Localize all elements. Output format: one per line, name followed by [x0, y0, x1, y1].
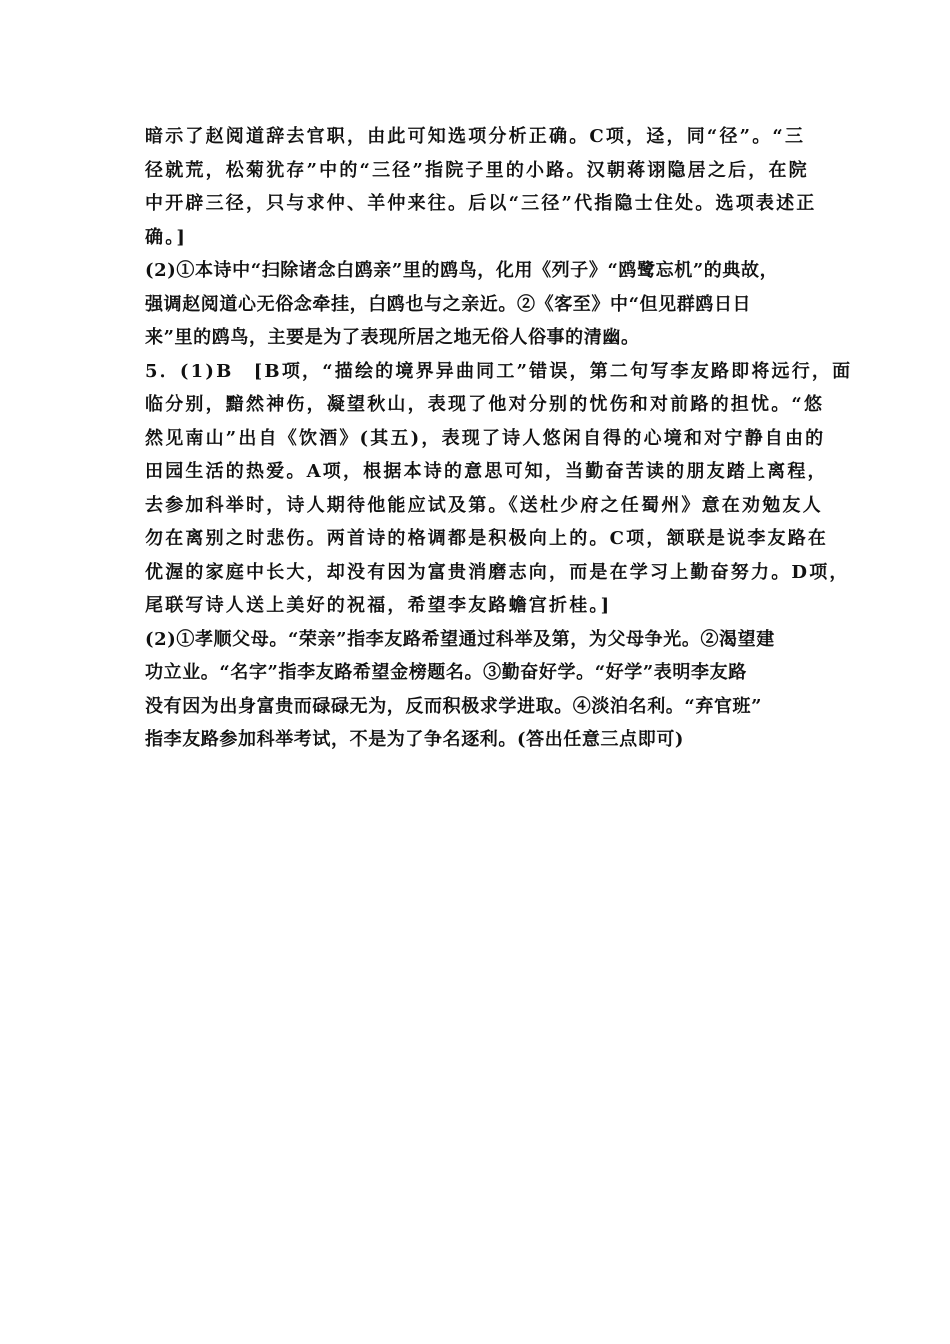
text-line: 田园生活的热爱。A项，根据本诗的意思可知，当勤奋苦读的朋友踏上离程， — [145, 461, 828, 482]
answer-text-block — [145, 120, 853, 757]
text-line: 临分别，黯然神伤，凝望秋山，表现了他对分别的忧伤和对前路的担忧。“悠 — [145, 394, 825, 415]
text-line: 然见南山”出自《饮酒》(其五)，表现了诗人悠闲自得的心境和对宁静自由的 — [145, 427, 826, 449]
text-line: 5．(1)B [B项，“描绘的境界异曲同工”错误，第二句写李友路即将远行，面 — [145, 360, 853, 382]
text-line: (2)①本诗中“扫除诸念白鸥亲”里的鸥鸟，化用《列子》“鸥鹭忘机”的典故， — [145, 260, 779, 281]
text-line: 去参加科举时，诗人期待他能应试及第。《送杜少府之任蜀州》意在劝勉友人 — [145, 494, 823, 516]
text-line: 来”里的鸥鸟，主要是为了表现所居之地无俗人俗事的清幽。 — [145, 327, 640, 348]
text-line: 没有因为出身富贵而碌碌无为，反而积极求学进取。④淡泊名利。“弃官班” — [145, 695, 763, 717]
text-line: 强调赵阅道心无俗念牵挂，白鸥也与之亲近。②《客至》中“但见群鸥日日 — [145, 293, 752, 315]
text-line: 暗示了赵阅道辞去官职，由此可知选项分析正确。C项，迳，同“径”。“三 — [145, 126, 806, 147]
text-line: 指李友路参加科举考试，不是为了争名逐利。(答出任意三点即可) — [145, 729, 685, 750]
text-line: 径就荒，松菊犹存”中的“三径”指院子里的小路。汉朝蒋诩隐居之后，在院 — [145, 159, 809, 181]
text-line: 中开辟三径，只与求仲、羊仲来往。后以“三径”代指隐士住处。选项表述正 — [145, 193, 817, 214]
text-line: 功立业。“名字”指李友路希望金榜题名。③勤奋好学。“好学”表明李友路 — [145, 662, 747, 683]
text-line: 优渥的家庭中长大，却没有因为富贵消磨志向，而是在学习上勤奋努力。D项， — [145, 561, 850, 583]
text-line: 确。] — [145, 226, 188, 248]
text-line: 勿在离别之时悲伤。两首诗的格调都是积极向上的。C项，颔联是说李友路在 — [145, 528, 829, 549]
text-line: 尾联写诗人送上美好的祝福，希望李友路蟾宫折桂。] — [145, 595, 612, 616]
text-line: (2)①孝顺父母。“荣亲”指李友路希望通过科举及第，为父母争光。②渴望建 — [145, 628, 775, 650]
